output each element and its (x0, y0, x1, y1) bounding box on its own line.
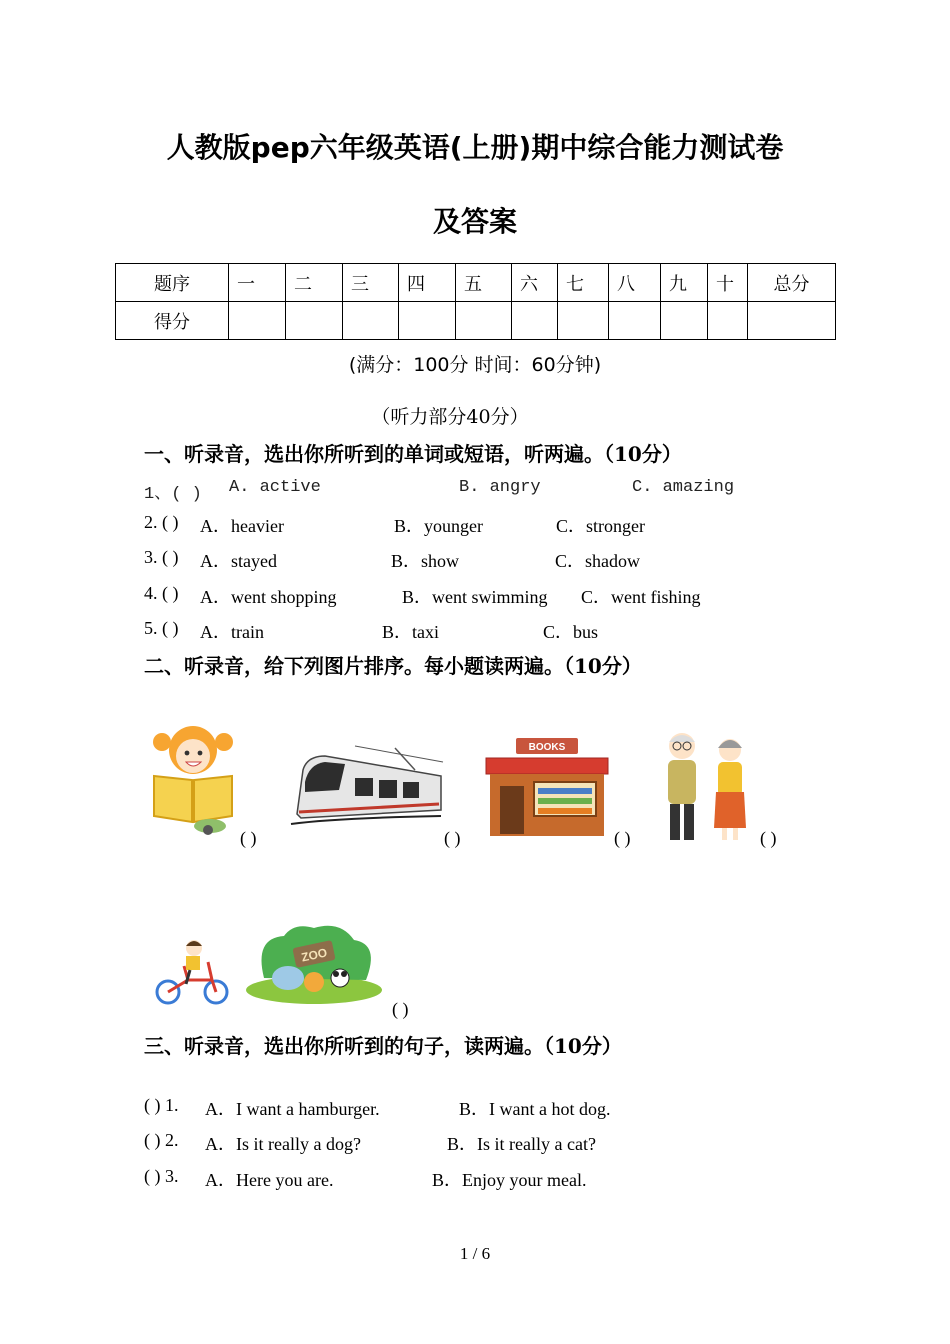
bookstore-image (480, 734, 614, 838)
q3-option-a: A．stayed (200, 551, 277, 571)
s1-number: ( ) 1. (144, 1095, 179, 1115)
q1-number: 1、( ) (144, 485, 202, 504)
table-header-cell: 题序 (116, 264, 229, 302)
picture4-answer-blank[interactable]: ( ) (760, 828, 777, 848)
table-header-cell: 一 (229, 264, 286, 302)
picture5-answer-blank[interactable]: ( ) (392, 999, 409, 1019)
exam-info: (满分：100分 时间：60分钟) (348, 354, 602, 376)
q4-option-c: C．went fishing (581, 587, 701, 607)
s3-number: ( ) 3. (144, 1166, 179, 1186)
table-header-cell: 十 (708, 264, 748, 302)
score-cell[interactable] (708, 302, 748, 340)
q5-number: 5. ( ) (144, 618, 179, 638)
s1-option-a: A．I want a hamburger. (205, 1099, 380, 1119)
q5-option-b: B．taxi (382, 622, 439, 642)
score-table-score-row (116, 302, 836, 340)
score-cell[interactable] (286, 302, 343, 340)
page-number: 1 / 6 (459, 1244, 491, 1263)
train-image (285, 742, 445, 834)
q2-option-b: B．younger (394, 516, 483, 536)
s2-option-b: B．Is it really a cat? (447, 1134, 596, 1154)
score-cell[interactable] (229, 302, 286, 340)
zoo-image (244, 918, 384, 1008)
table-header-cell: 九 (661, 264, 708, 302)
q5-option-c: C．bus (543, 622, 599, 642)
page-title: 人教版pep六年级英语(上册)期中综合能力测试卷 (166, 131, 784, 164)
table-row-label: 得分 (116, 302, 229, 340)
table-header-cell: 六 (512, 264, 558, 302)
s3-option-a: A．Here you are. (205, 1170, 334, 1190)
picture1-answer-blank[interactable]: ( ) (240, 828, 257, 848)
table-header-cell: 总分 (748, 264, 836, 302)
q1-option-a: A. active (229, 478, 321, 497)
bookstore-sign: BOOKS (528, 742, 566, 753)
q3-option-b: B．show (391, 551, 460, 571)
zoo-sign: ZOO (300, 945, 329, 965)
score-cell[interactable] (399, 302, 456, 340)
q4-number: 4. ( ) (144, 583, 179, 603)
grandparents-image (658, 728, 750, 844)
s3-option-b: B．Enjoy your meal. (432, 1170, 587, 1190)
s2-option-a: A．Is it really a dog? (205, 1134, 361, 1154)
score-cell[interactable] (748, 302, 836, 340)
picture2-answer-blank[interactable]: ( ) (444, 828, 461, 848)
q2-number: 2. ( ) (144, 512, 179, 532)
q2-option-c: C．stronger (556, 516, 645, 536)
q4-option-b: B．went swimming (402, 587, 548, 607)
score-cell[interactable] (661, 302, 708, 340)
score-cell[interactable] (343, 302, 399, 340)
q3-number: 3. ( ) (144, 547, 179, 567)
table-header-cell: 二 (286, 264, 343, 302)
table-header-cell: 三 (343, 264, 399, 302)
page-title-line2: 及答案 (432, 205, 517, 238)
table-header-cell: 四 (399, 264, 456, 302)
table-header-cell: 五 (456, 264, 512, 302)
q5-option-a: A．train (200, 622, 264, 642)
q1-option-b: B. angry (459, 478, 541, 497)
table-header-cell: 七 (558, 264, 609, 302)
section1-title: 一、听录音，选出你所听到的单词或短语，听两遍。（10分） (144, 442, 682, 466)
score-cell[interactable] (456, 302, 512, 340)
s2-number: ( ) 2. (144, 1130, 179, 1150)
table-header-cell: 八 (609, 264, 661, 302)
q3-option-c: C．shadow (555, 551, 640, 571)
listening-part-label: （听力部分40分） (371, 406, 529, 428)
girl-riding-bike-image (154, 936, 232, 1008)
score-cell[interactable] (609, 302, 661, 340)
girl-reading-image (148, 718, 238, 838)
q1-option-c: C. amazing (632, 478, 735, 497)
score-table-header-row (116, 264, 836, 302)
section3-title: 三、听录音，选出你所听到的句子，读两遍。（10分） (144, 1034, 622, 1058)
picture3-answer-blank[interactable]: ( ) (614, 828, 631, 848)
section2-title: 二、听录音，给下列图片排序。每小题读两遍。（10分） (144, 654, 642, 678)
q4-option-a: A．went shopping (200, 587, 337, 607)
s1-option-b: B．I want a hot dog. (459, 1099, 611, 1119)
score-cell[interactable] (558, 302, 609, 340)
score-table (115, 263, 836, 340)
q2-option-a: A．heavier (200, 516, 284, 536)
score-cell[interactable] (512, 302, 558, 340)
